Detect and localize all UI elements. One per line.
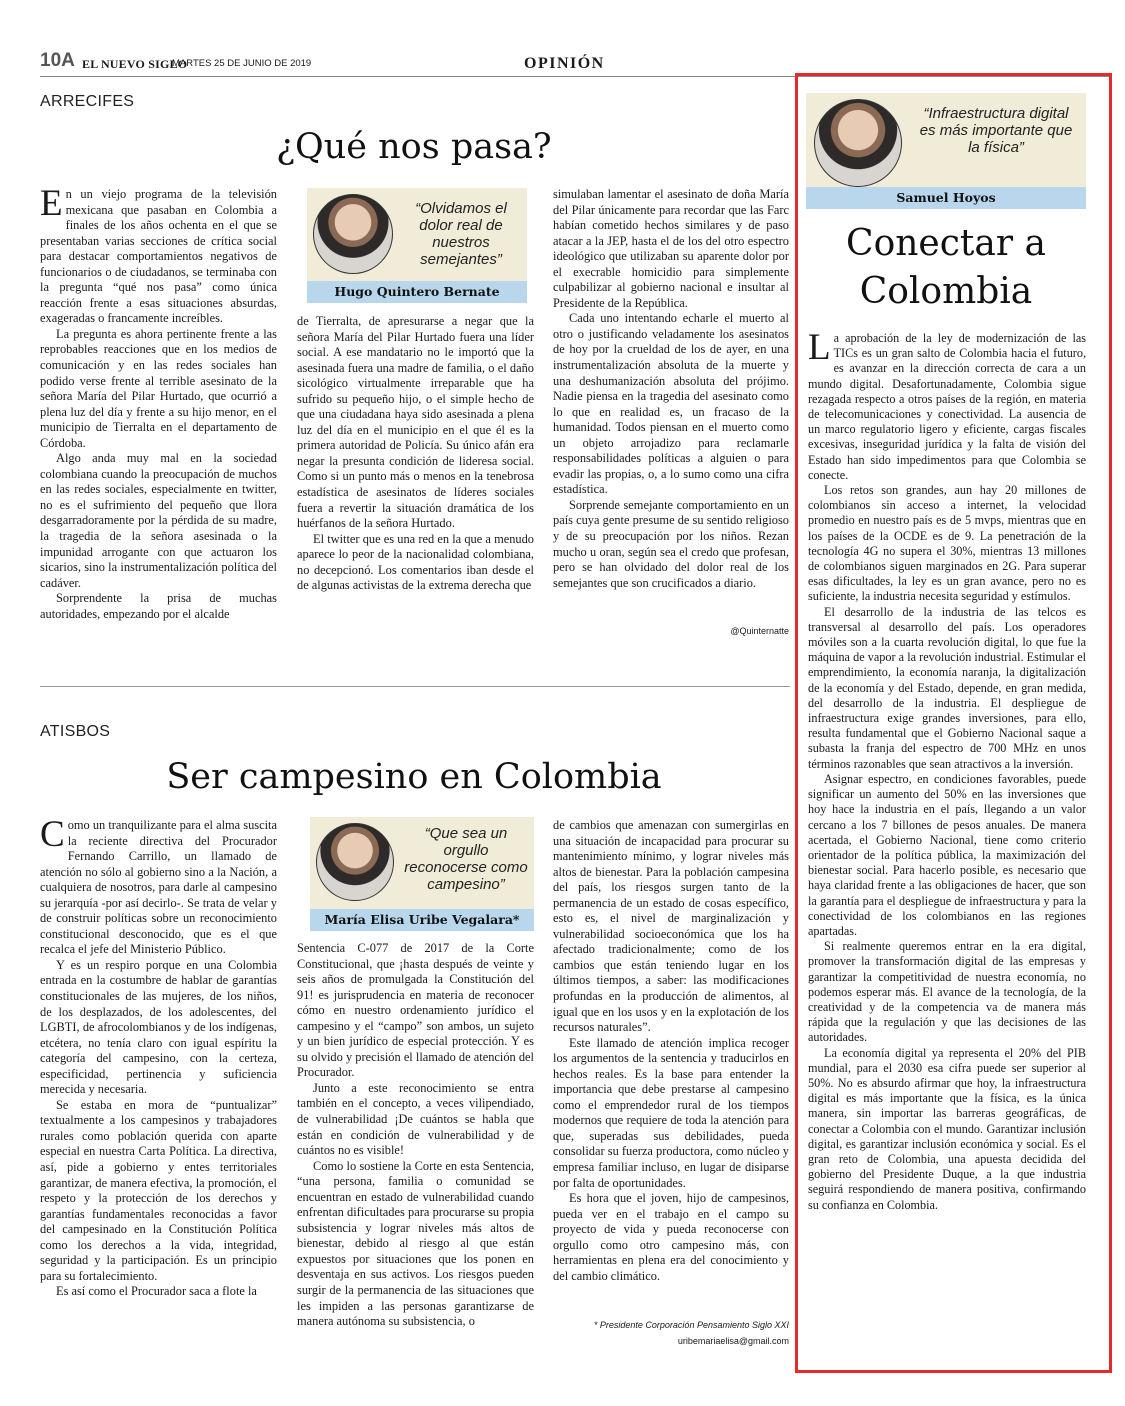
article-separator: [40, 686, 790, 687]
article1-headline: ¿Qué nos pasa?: [276, 127, 552, 167]
paragraph: Como un tranquilizante para el alma suscita la reciente directiva del Procurador Fernando Carrillo, un llamado de atención no sólo al gobierno sino a la Nación, a cualquiera de nosotros, para darle al campesino su jerarquía -por así decirlo-. Se trata de velar y de construir políticas sobre un reconocimiento constitucional desconocido, que es el que recalca el jefe del Ministerio Público.: [40, 814, 277, 957]
paragraph: En un viejo programa de la televisión mexicana que pasaban en Colombia a finales de los años ochenta en el que se presentaban varias secciones de crítica social para destacar comportamientos negativos de funcionarios o de ciudadanos, se terminaba con la pregunta “qué nos pasa” como única reacción frente a esas situaciones absurdas, exageradas o francamente increíbles.: [40, 183, 277, 326]
paragraph: Este llamado de atención implica recoger los argumentos de la sentencia y traducirlos en hechos reales. Es la base para entender la importancia que debe prestarse al campesino como el emprendedor rural de los tiempos modernos que requiere de toda la atención para que, superadas sus debilidades, pueda consolidar su fuerza productora, como núcleo y empresa familiar incluso, en lugar de disiparse por falta de oportunidades.: [553, 1035, 789, 1190]
dropcap: E: [40, 183, 63, 224]
paragraph: El twitter que es una red en la que a menudo aparece lo peor de la nacionalidad colombiana, no decepcionó. Los comentarios iban desde el de algunas activistas de la extrema derecha que: [297, 531, 534, 593]
paragraph: Se estaba en mora de “puntualizar” textualmente a los campesinos y trabajadores rurales como población querida con aparte especial en nuestra Carta Política. La directiva, así, pide a gobierno y entes territoriales garantizar, de manera efectiva, la promoción, el respeto y la protección de los derechos y garantías fundamentales reconocidas a favor del campesinado en la Constitución Política como los derechos a la vida, integridad, seguridad y la participación. Es un principio para su fortalecimiento.: [40, 1097, 277, 1283]
page-number: 10A: [40, 50, 75, 71]
author-photo: [316, 823, 394, 901]
paragraph: de Tierralta, de apresurarse a negar que la señora María del Pilar Hurtado fuera una líder social. A ese mandatario no le importó que la asesinada fuera una madre de familia, o el daño sicológico virtualmente irreparable que ha sufrido su pequeño hijo, o el simple hecho de que una ciudadana haya sido asesinada a plena luz del día en el municipio en el que él es la primera autoridad de Policía. Su único afán era negar la presunta condición de lideresa social. Como si un punto más o menos en la tenebrosa estadística de asesinatos de líderes sociales fuera a revertir la situación dramática de los huérfanos de la señora Hurtado.: [297, 314, 534, 531]
paragraph: Cada uno intentando echarle el muerto al otro o justificando veladamente los asesinatos de hoy por la crueldad de los de ayer, en una instrumentalización absoluta de la muerte y una deshumanización absoluta del prójimo. Nadie piensa en la tragedia del asesinato como lo que en realidad es, un fracaso de la humanidad. Todos piensan en el muerto como un objeto arrojadizo para reclamarle responsabilidades políticas a alguien o para evadir las propias, o, a lo sumo como una cifra estadística.: [553, 311, 789, 497]
author-name: Samuel Hoyos: [806, 187, 1086, 209]
article1-author-box: [307, 188, 527, 303]
paragraph: Si realmente queremos entrar en la era digital, promover la transformación digital de las empresas y garantizar la competitividad de nuestra economía, no podemos esperar más. El avance de la tecnología, de la creatividad y de la competencia va de manera más rápida que la regulación y que las decisiones de las autoridades.: [808, 939, 1086, 1045]
article2-kicker: ATISBOS: [40, 723, 111, 740]
author-name: Hugo Quintero Bernate: [307, 281, 527, 303]
issue-date: MARTES 25 DE JUNIO DE 2019: [172, 58, 312, 69]
author-quote: “Infraestructura digital es más importante que la física”: [919, 105, 1073, 156]
author-name: María Elisa Uribe Vegalara*: [310, 909, 534, 931]
article2-column-2: [297, 941, 534, 1330]
article2-footnote: * Presidente Corporación Pensamiento Siglo XXI: [593, 1320, 789, 1330]
article2-headline: Ser campesino en Colombia: [166, 757, 662, 797]
author-photo: [313, 194, 393, 274]
dropcap: C: [40, 814, 65, 855]
paragraph: Sorprendente la prisa de muchas autoridades, empezando por el alcalde: [40, 591, 277, 621]
paragraph: El desarrollo de la industria de las telcos es transversal al desarrollo del país. Los operadores móviles son a la cuarta revolución digital, lo que fue la máquina de vapor a la revolución industrial. Estimular el emprendimiento, la economía naranja, la digitalización de la economía y del Estado, depende, en gran medida, del desarrollo de la industria. El despliegue de infraestructura exige grandes inversiones, para ello, resulta fundamental que el Gobierno Nacional saque a subasta la franja del espectro de 700 MHz en unos términos razonables que sean atractivos a la inversión.: [808, 604, 1086, 771]
newspaper-name: EL NUEVO SIGLO: [82, 57, 188, 71]
paragraph: La aprobación de la ley de modernización de las TICs es un gran salto de Colombia hacia el futuro, es avanzar en la dirección correcta de cara a un mundo digital. Desafortunadamente, Colombia sigue rezagada respecto a otros países de la región, en materia de telecomunicaciones y conectividad. La ausencia de un marco regulatorio ligero y eficiente, cargas fiscales excesivas, inseguridad jurídica y la falta de visión del Estado han sido impedimentos para que Colombia se conecte.: [808, 327, 1086, 482]
paragraph: Es hora que el joven, hijo de campesinos, pueda ver en el trabajo en el campo su proyecto de vida y pueda reconocerse con orgullo como otro campesino más, con herramientas en plena era del conocimiento y del cambio climático.: [553, 1191, 789, 1283]
paragraph: de cambios que amenazan con sumergirlas en una situación de incapacidad para procurar su mantenimiento mínimo, y lograr niveles más altos de bienestar. Para la población campesina del país, los riesgos surgen tanto de la permanencia de un estado de cosas específico, esto es, el nivel de marginalización y vulnerabilidad socioeconómica que los ha afectado tradicionalmente; como de los cambios que están teniendo lugar en los últimos tiempos, a saber: las modificaciones profundas en la producción de alimentos, al igual que en los usos y en la explotación de los recursos naturales”.: [553, 818, 789, 1035]
author-quote: “Olvidamos el dolor real de nuestros semejantes”: [415, 200, 507, 268]
article1-column-3: [553, 187, 789, 591]
paragraph: Junto a este reconocimiento se entra también en el concepto, a veces vilipendiado, de vulnerabilidad ¡De cuántos se habla que están en condición de vulnerabilidad y de cuántos no es visible!: [297, 1080, 534, 1158]
paragraph: Los retos son grandes, aun hay 20 millones de colombianos sin acceso a internet, la velocidad promedio en nuestro país es de 5 mvps, mientras que en los países de la OCDE es de 9. La penetración de la tecnología 4G no supera el 30%, mientras 13 millones de colombianos siguen marginados en 2G. Para superar esas dificultades, la ley es un gran avance, pero no es suficiente, la industria necesita seguridad y estímulos.: [808, 483, 1086, 604]
headline-line: Conectar a: [846, 223, 1046, 264]
paragraph: La economía digital ya representa el 20% del PIB mundial, para el 2030 esa cifra puede ser superior al 50%. No es absurdo afirmar que hoy, la infraestructura digital es más importante que la física, es la única manera, sin importar las barreras geográficas, de conectar a Colombia con el mundo. Garantizar inclusión digital, es garantizar inclusión económica y social. Es el gran reto de Colombia, una apuesta decidida del gobierno del Presidente Duque, a la que industria seguirá respondiendo de manera positiva, confirmando su confianza en Colombia.: [808, 1045, 1086, 1212]
article1-column-1: [40, 183, 277, 622]
paragraph: simulaban lamentar el asesinato de doña María del Pilar únicamente para recordar que las Farc habían cometido hechos similares y de paso atacar a la JEP, hasta el de los del otro espectro ideológico que utilizaban su aparente dolor por el execrable homicidio para simplemente culpabilizar al gobierno nacional e insultar al Presidente de la República.: [553, 187, 789, 310]
author-quote: “Que sea un orgullo reconocerse como campesino”: [404, 825, 528, 893]
paragraph: La pregunta es ahora pertinente frente a las reprobables reacciones que en los medios de comunicación y en las redes sociales han podido verse frente al terrible asesinato de la señora María del Pilar Hurtado, que ocurrió a plena luz del día y frente a su hijo menor, en el municipio de Tierralta en el departamento de Córdoba.: [40, 326, 277, 450]
article1-column-2: [297, 314, 534, 594]
article2-author-box: [310, 817, 534, 931]
paragraph: Como lo sostiene la Corte en esta Sentencia, “una persona, familia o comunidad se encuentran en estado de vulnerabilidad cuando enfrentan dificultades para procurarse su propia subsistencia y lograr niveles más altos de bienestar, debido al riesgo al que están expuestos por situaciones que los ponen en desventaja en sus activos. Los riesgos pueden surgir de la permanencia de las situaciones que les impiden a las personas garantizarse de manera autónoma su subsistencia, o: [297, 1158, 534, 1329]
paragraph: Y es un respiro porque en una Colombia entrada en la costumbre de hablar de garantías constitucionales de las mujeres, de los niños, de los desplazados, de los adolescentes, del LGBTI, de afrocolombianos y de los indígenas, etcétera, no tenía claro con igual espíritu la categoría del campesino, con la certeza, especificidad, pertinencia y suficiencia merecida y necesaria.: [40, 957, 277, 1097]
dropcap: L: [808, 327, 831, 368]
paragraph: Algo anda muy mal en la sociedad colombiana cuando la preocupación de muchos en las redes sociales, especialmente en twitter, no es el sufrimiento del pequeño que llora desgarradoramente por la pérdida de su madre, la tragedia de la señora asesinada o la impunidad arrogante con que actuaron los sicarios, sino la instrumentalización política del cadáver.: [40, 451, 277, 590]
headline-line: Colombia: [859, 271, 1033, 312]
section-title: OPINIÓN: [524, 55, 605, 72]
paragraph: Es así como el Procurador saca a flote la: [56, 1284, 257, 1299]
article1-kicker: ARRECIFES: [40, 93, 135, 110]
article2-email: uribemariaelisa@gmail.com: [677, 1336, 789, 1346]
article2-column-3: [553, 818, 789, 1284]
paragraph: Sentencia C-077 de 2017 de la Corte Constitucional, que ¡hasta después de veinte y seis años de promulgada la Constitución del 91! es jurisprudencia en materia de reconocer cómo en nuestro ordenamiento jurídico el campesino y el “campo” son ambos, un sujeto y un bien jurídico de especial protección. Y es su olvido y precisión el llamado de atención del Procurador.: [297, 941, 534, 1080]
paragraph: Asignar espectro, en condiciones favorables, puede significar un aumento del 50% en las inversiones que hoy hace la industria en el país, llegando a un valor cercano a los 7 billones de pesos anuales. De manera acertada, el Gobierno Nacional, tiene como criterio orientador de la política pública, la maximización del bienestar social. Para hacerlo posible, es necesario que haya claridad frente a las obligaciones de hacer, que son la garantía para el despliegue de infraestructura y para la conectividad de los colombianos en las regiones apartadas.: [808, 771, 1086, 938]
article2-column-1: [40, 814, 277, 1300]
article1-signature: @Quinternatte: [730, 626, 789, 636]
paragraph: Sorprende semejante comportamiento en un país cuya gente presume de su sentido religioso y de su preocupación por los niños. Rezan mucho u oran, según sea el credo que profesan, pero se han olvidado del dolor real de los semejantes que son crucificados a diario.: [553, 497, 789, 590]
highlight-frame: [795, 73, 1112, 1373]
